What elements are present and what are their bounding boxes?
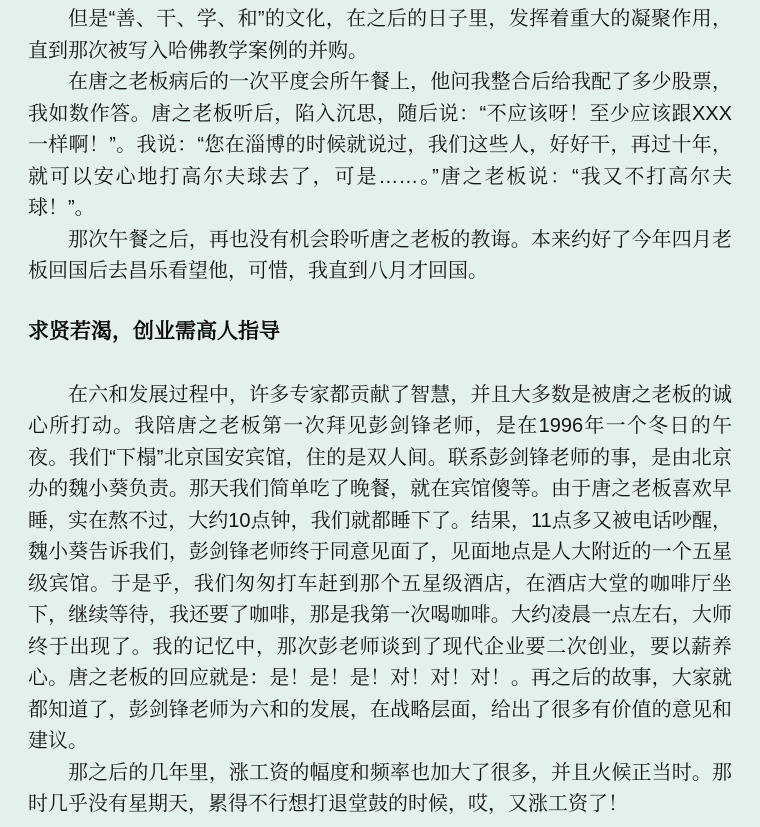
paragraph-culture-cohesion: 但是“善、干、学、和”的文化，在之后的日子里，发挥着重大的凝聚作用，直到那次被写入哈佛教学案例的并购。 xyxy=(28,8,732,62)
paragraph-meeting-peng-jianfeng: 在六和发展过程中，许多专家都贡献了智慧，并且大多数是被唐之老板的诚心所打动。我陪唐之老板第一次拜见彭剑锋老师，是在1996年一个冬日的午夜。我们“下榻”北京国安宾馆，住的是双人间。联系彭剑锋老师的事，是由北京办的魏小葵负责。那天我们简单吃了晚餐，就在宾馆傻等。由于唐之老板喜欢早睡，实在熬不过，大约10点钟，我们就都睡下了。结果，11点多又被电话吵醒，魏小葵告诉我们，彭剑锋老师终于同意见面了，见面地点是人大附近的一个五星级宾馆。于是乎，我们匆匆打车赶到那个五星级酒店，在酒店大堂的咖啡厅坐下，继续等待，我还要了咖啡，那是我第一次喝咖啡。大约凌晨一点左右，大师终于出现了。我的记忆中，那次彭老师谈到了现代企业要二次创业，要以薪养心。唐之老板的回应就是：是！是！是！对！对！对！。再之后的故事，大家就都知道了，彭剑锋老师为六和的发展，在战略层面，给出了很多有价值的意见和建议。 xyxy=(28,383,732,752)
paragraph-lunch-conversation: 在唐之老板病后的一次平度会所午餐上，他问我整合后给我配了多少股票，我如数作答。唐之老板听后，陷入沉思，随后说：“不应该呀！至少应该跟XXX一样啊！”。我说：“您在淄博的时候就说过，我们这些人，好好干，再过十年，就可以安心地打高尔夫球去了，可是……。”唐之老板说：“我又不打高尔夫球！”。 xyxy=(28,71,732,219)
section-heading: 求贤若渴，创业需高人指导 xyxy=(28,319,280,343)
paragraph-salary-raises: 那之后的几年里，涨工资的幅度和频率也加大了很多，并且火候正当时。那时几乎没有星期天，累得不行想打退堂鼓的时候，哎，又涨工资了！ xyxy=(28,761,732,815)
paragraph-last-meeting: 那次午餐之后，再也没有机会聆听唐之老板的教诲。本来约好了今年四月老板回国后去昌乐看望他，可惜，我直到八月才回国。 xyxy=(28,228,732,282)
